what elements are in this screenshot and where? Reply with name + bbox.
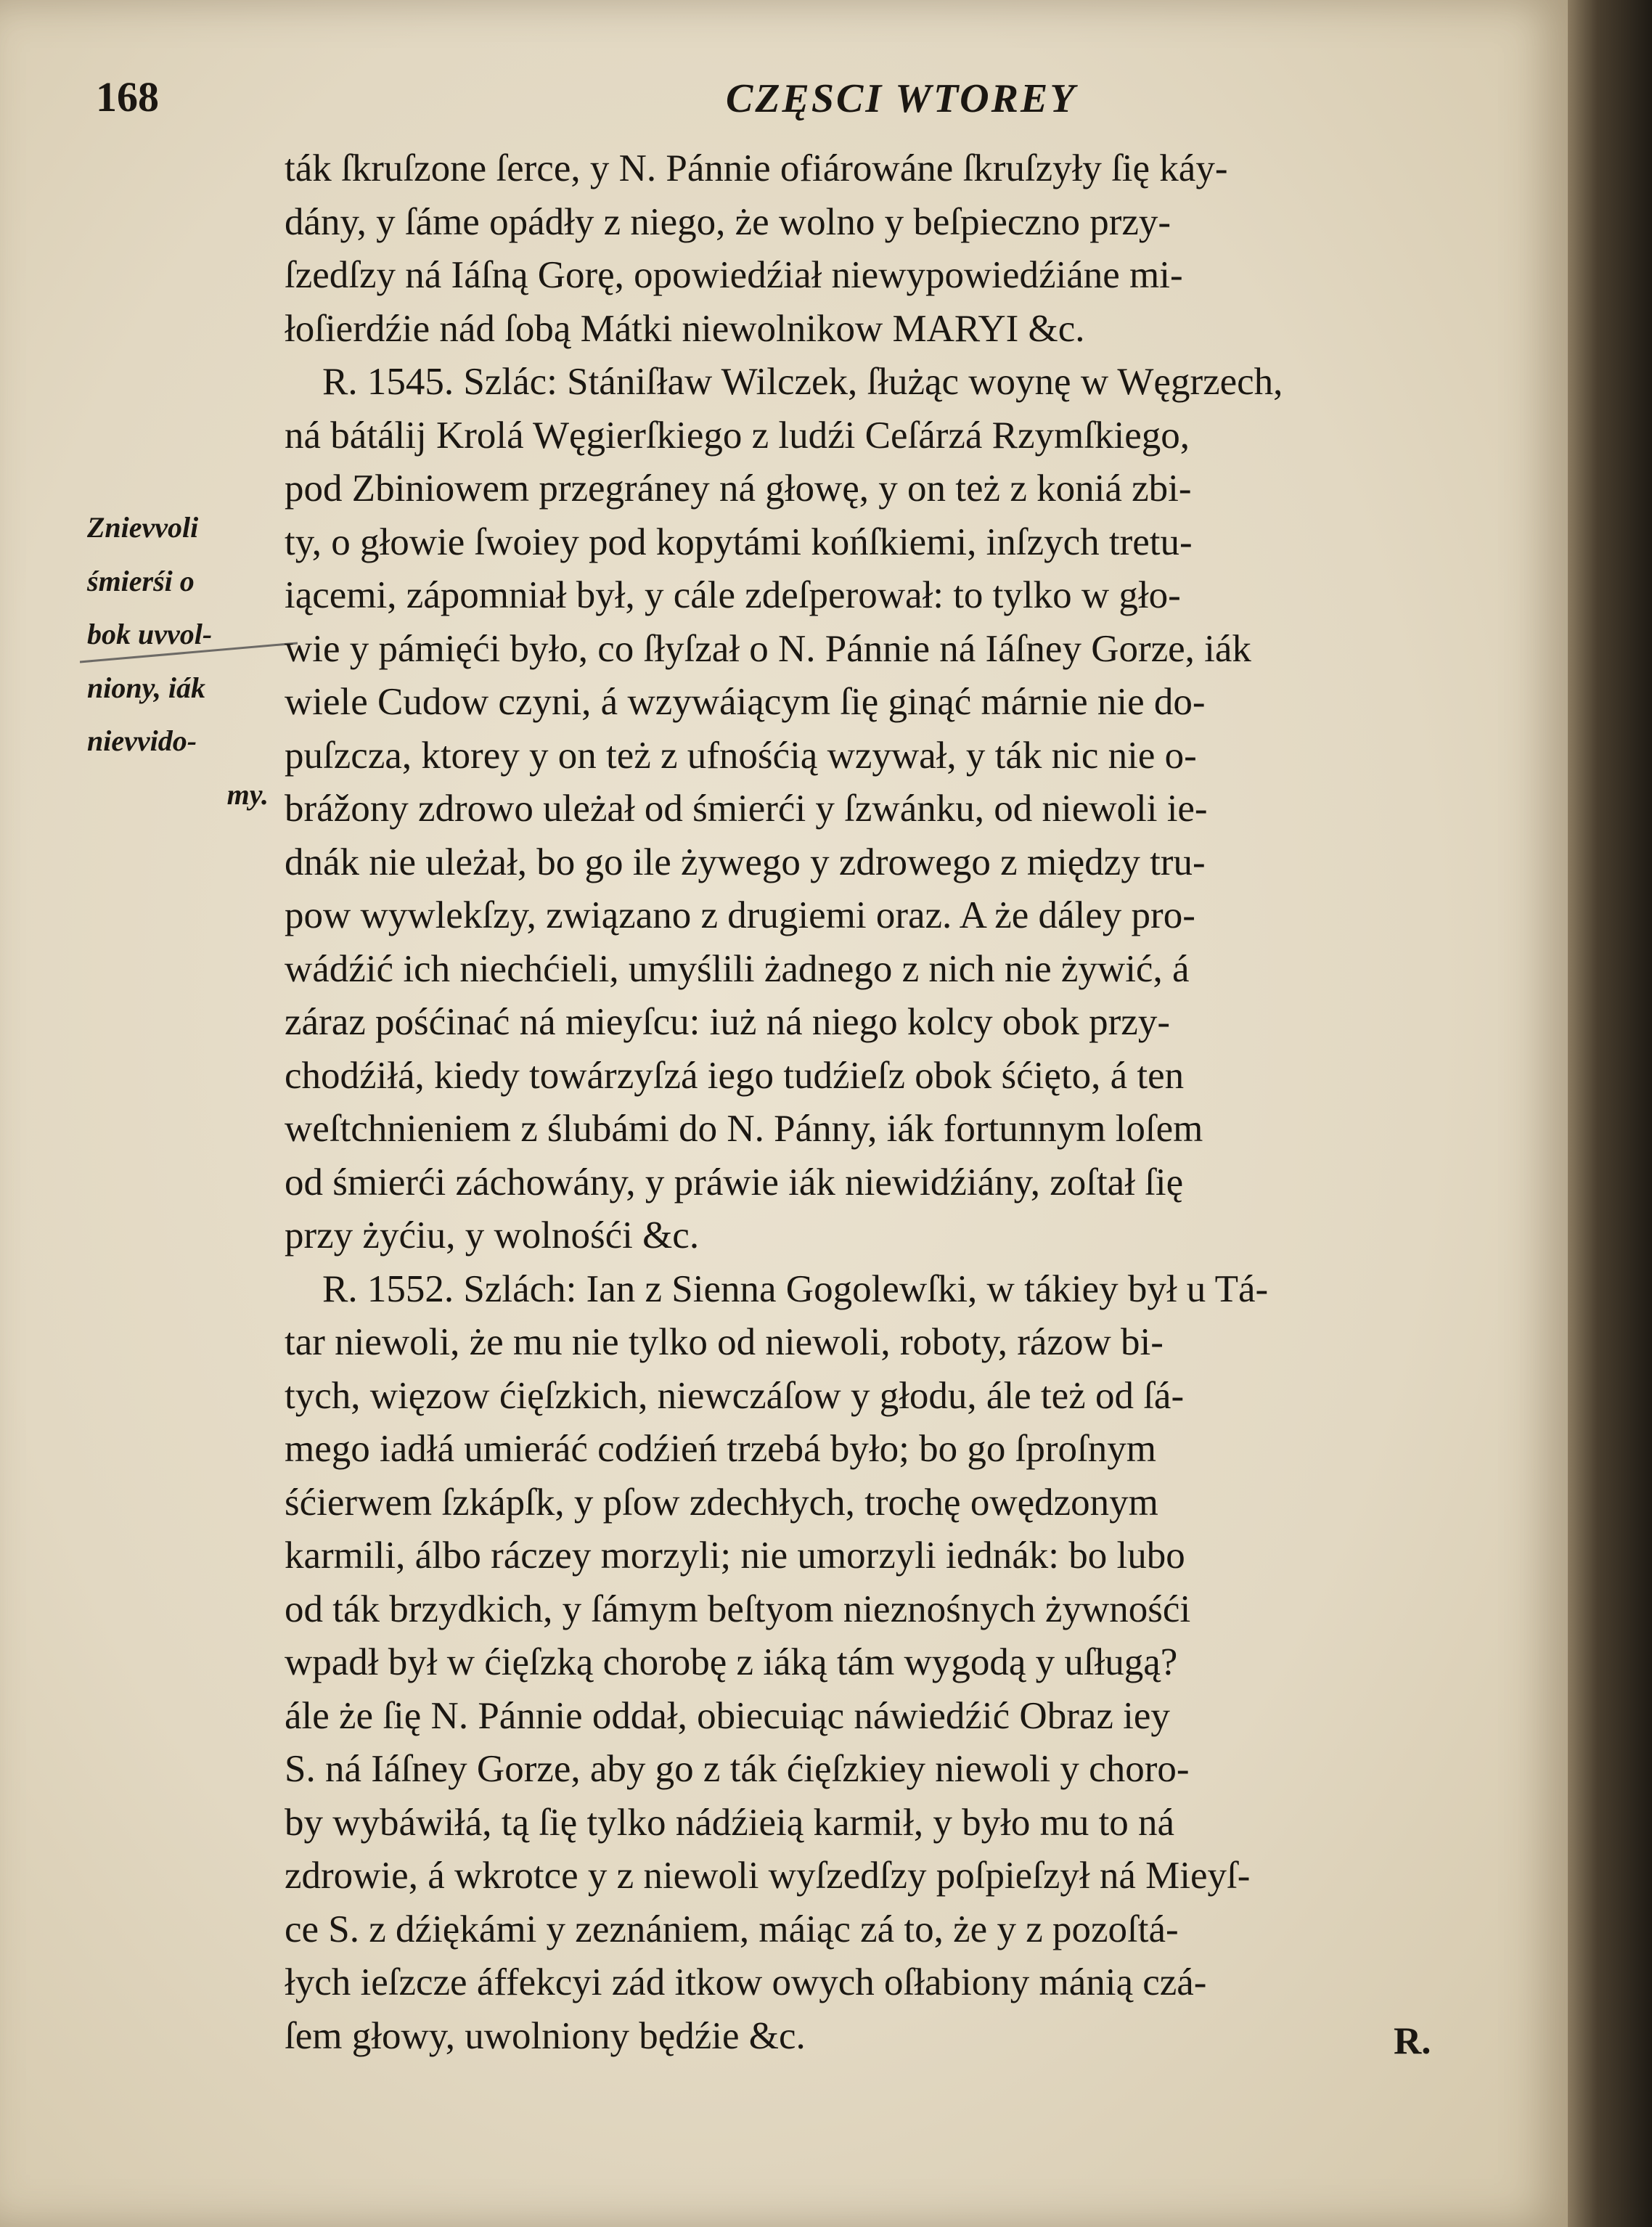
text-line: ce S. z dźiękámi y zeznániem, máiąc zá to, że y z pozoſtá- <box>285 1908 1179 1950</box>
body-text <box>285 142 1504 2063</box>
text-line: chodźiłá, kiedy towárzyſzá iego tudźieſz obok śćięto, á ten <box>285 1054 1185 1097</box>
text-line: ty, o głowie ſwoiey pod kopytámi końſkiemi, inſzych tretu- <box>285 520 1193 563</box>
text-line: wpadł był w ćięſzką chorobę z iáką tám wygodą y uſługą? <box>285 1641 1178 1683</box>
text-line: przy żyćiu, y wolnośći &c. <box>285 1214 700 1256</box>
text-line: tych, więzow ćięſzkich, niewczáſow y głodu, ále też od ſá- <box>285 1374 1185 1417</box>
text-line: śćierwem ſzkápſk, y pſow zdechłych, trochę owędzonym <box>285 1481 1158 1524</box>
margin-note-line: my. <box>226 777 269 811</box>
margin-note-line: nievvido- <box>87 724 197 757</box>
text-line: wie y pámięći było, co ſłyſzał o N. Pánnie ná Iáſney Gorze, iák <box>285 627 1251 670</box>
text-line: karmili, álbo ráczey morzyli; nie umorzyli iednák: bo lubo <box>285 1535 1185 1577</box>
text-line: ſem głowy, uwolniony będźie &c. <box>285 2014 806 2057</box>
text-line: pow wywlekſzy, związano z drugiemi oraz. A że dáley pro- <box>285 894 1195 936</box>
text-line: S. ná Iáſney Gorze, aby go z ták ćięſzkiey niewoli y choro- <box>285 1748 1190 1790</box>
text-line: dány, y ſáme opádły z niego, że wolno y beſpieczno przy- <box>285 200 1171 243</box>
text-line: weſtchnieniem z ślubámi do N. Pánny, iák fortunnym loſem <box>285 1108 1203 1150</box>
margin-note-line: bok uvvol- <box>87 618 213 650</box>
text-line: puſzcza, ktorey y on też z ufnośćią wzywał, y ták nic nie o- <box>285 734 1197 777</box>
text-line: wiele Cudow czyni, á wzywáiącym ſię ginąć márnie nie do- <box>285 681 1206 723</box>
text-line: ták ſkruſzone ſerce, y N. Pánnie ofiárowáne ſkruſzyły ſię káy- <box>285 147 1228 189</box>
text-line: ná bátálij Krolá Węgierſkiego z ludźi Ceſárzá Rzymſkiego, <box>285 414 1190 457</box>
text-line: zdrowie, á wkrotce y z niewoli wyſzedſzy poſpieſzył ná Mieyſ- <box>285 1855 1251 1897</box>
text-line: R. 1552. Szlách: Ian z Sienna Gogolewſki, w tákiey był u Tá- <box>322 1267 1269 1310</box>
text-line: mego iadłá umieráć codźień trzebá było; bo go ſproſnym <box>285 1428 1156 1470</box>
running-head: CZĘSCI WTOREY <box>726 76 1077 121</box>
text-line: ále że ſię N. Pánnie oddał, obiecuiąc náwiedźić Obraz iey <box>285 1694 1170 1737</box>
text-line: łoſierdźie nád ſobą Mátki niewolnikow MARYI &c. <box>285 307 1085 350</box>
text-line: ſzedſzy ná Iáſną Gorę, opowiedźiał niewypowiedźiáne mi- <box>285 254 1183 296</box>
text-line: brážony zdrowo uleżał od śmierći y ſzwánku, od niewoli ie- <box>285 788 1208 830</box>
text-line: záraz pośćinać ná mieyſcu: iuż ná niego kolcy obok przy- <box>285 1001 1170 1043</box>
book-spine <box>1568 0 1652 2227</box>
text-line: od śmierći záchowány, y práwie iák niewidźiány, zoſtał ſię <box>285 1161 1184 1204</box>
page-header <box>0 73 1568 131</box>
text-line: od ták brzydkich, y ſámym beſtyom nieznośnych żywnośći <box>285 1587 1191 1630</box>
text-line: dnák nie uleżał, bo go ile żywego y zdrowego z między tru- <box>285 841 1206 883</box>
margin-note-line: śmierśi o <box>87 564 195 597</box>
margin-note-line: niony, iák <box>87 671 205 704</box>
page-number: 168 <box>96 73 159 120</box>
text-line: iącemi, zápomniał był, y cále zdeſperował: to tylko w gło- <box>285 574 1181 616</box>
text-line: by wybáwiłá, tą ſię tylko nádźieią karmił, y było mu to ná <box>285 1801 1175 1844</box>
text-line: wádźić ich niechćieli, umyślili żadnego z nich nie żywić, á <box>285 947 1190 990</box>
text-line: pod Zbiniowem przegráney ná głowę, y on też z koniá zbi- <box>285 467 1192 510</box>
text-line: R. 1545. Szlác: Stániſław Wilczek, ſłużąc woynę w Węgrzech, <box>322 361 1283 403</box>
pencil-mark <box>80 639 298 668</box>
text-line: tar niewoli, że mu nie tylko od niewoli, roboty, rázow bi- <box>285 1321 1164 1363</box>
catchword: R. <box>1394 2020 1431 2062</box>
text-line: łych ieſzcze áffekcyi zád itkow owych oſłabiony mánią czá- <box>285 1961 1207 2003</box>
margin-note-line: Znievvoli <box>87 511 199 544</box>
